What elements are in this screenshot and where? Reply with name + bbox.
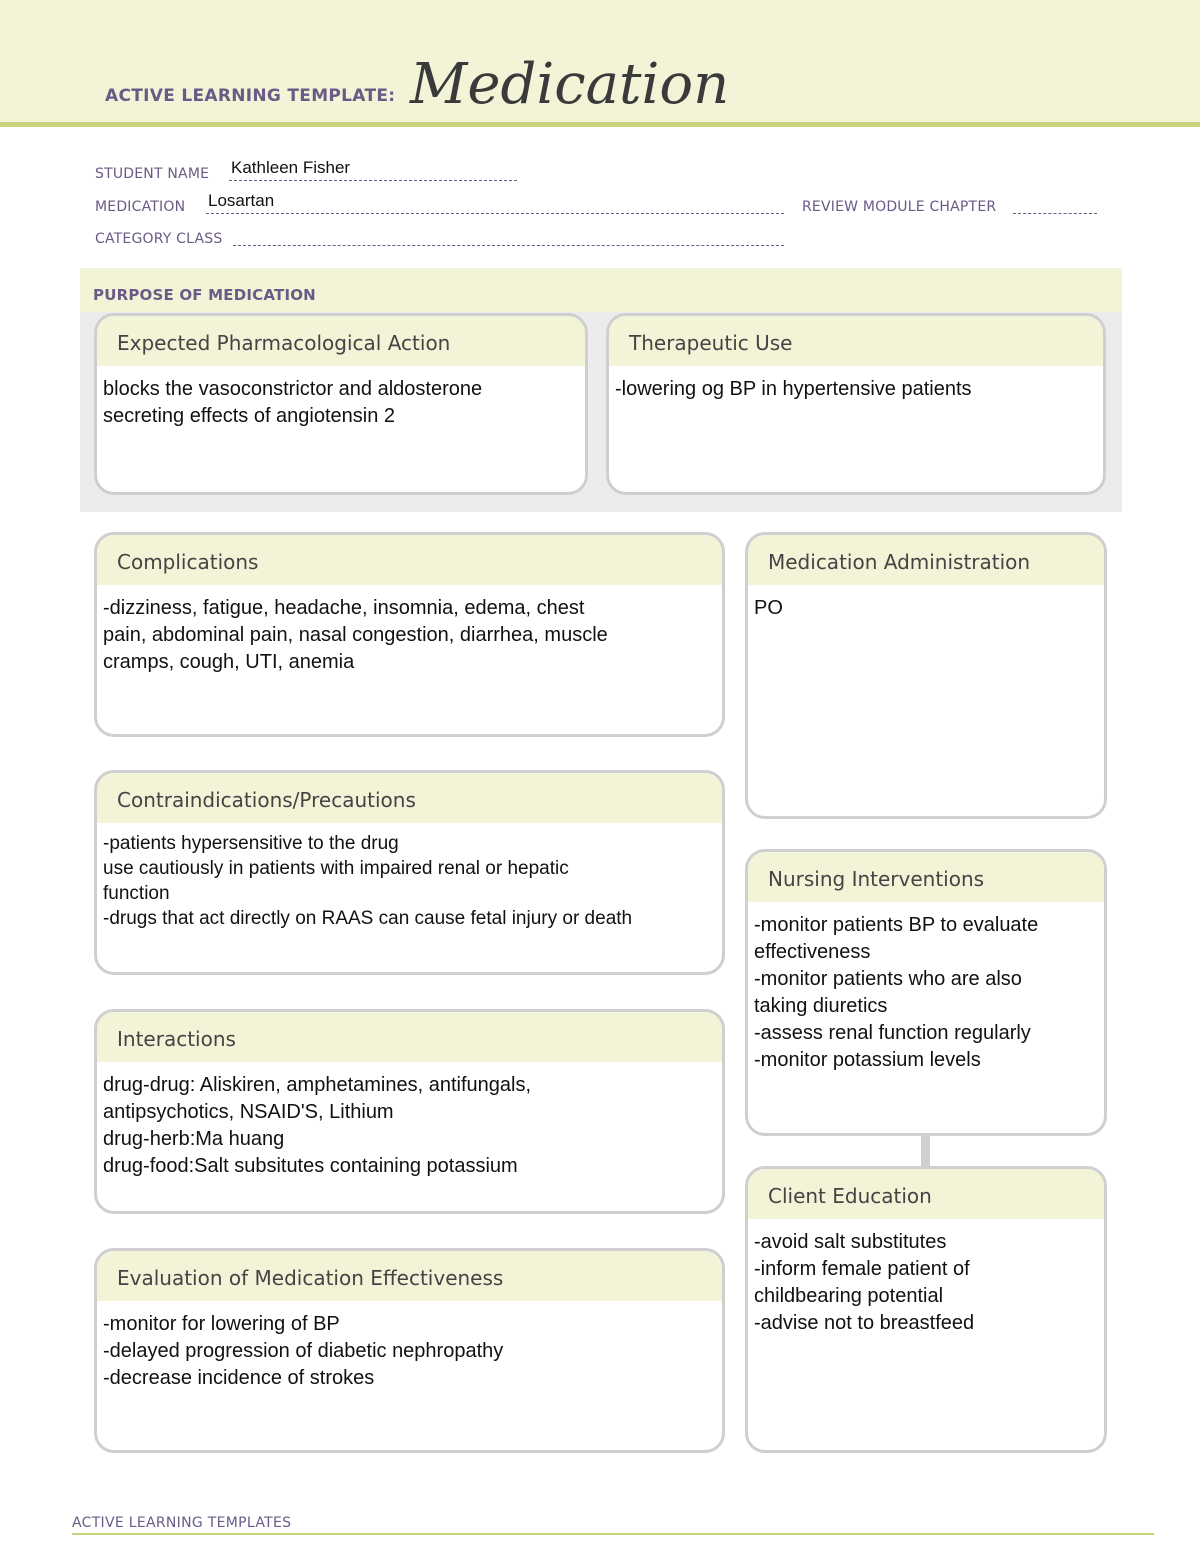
contraindications-box[interactable] — [94, 770, 725, 975]
interactions-title: Interactions — [97, 1012, 722, 1062]
footer-rule — [72, 1533, 1154, 1535]
student-name-line — [229, 180, 517, 181]
review-module-label: REVIEW MODULE CHAPTER — [802, 199, 997, 215]
evaluation-text: -monitor for lowering of BP -delayed progression of diabetic nephropathy -decrease incidence of strokes — [103, 1313, 504, 1389]
therapeutic-use-title: Therapeutic Use — [609, 316, 1103, 366]
complications-title: Complications — [97, 535, 722, 585]
client-education-text: -avoid salt substitutes -inform female patient of childbearing potential -advise not to breastfeed — [754, 1231, 975, 1334]
category-class-field[interactable] — [233, 245, 784, 246]
student-name-field[interactable]: Kathleen Fisher — [231, 158, 351, 177]
evaluation-box[interactable] — [94, 1248, 725, 1453]
expected-action-text: blocks the vasoconstrictor and aldosterone secreting effects of angiotensin 2 — [103, 378, 483, 427]
therapeutic-use-box[interactable] — [606, 313, 1106, 495]
evaluation-title: Evaluation of Medication Effectiveness — [97, 1251, 722, 1301]
interactions-box[interactable] — [94, 1009, 725, 1214]
administration-text: PO — [754, 597, 783, 619]
template-label: ACTIVE LEARNING TEMPLATE: — [105, 86, 396, 106]
header-rule — [0, 122, 1200, 127]
administration-box[interactable] — [745, 532, 1107, 819]
nursing-interventions-title: Nursing Interventions — [748, 852, 1104, 902]
administration-title: Medication Administration — [748, 535, 1104, 585]
nursing-interventions-text: -monitor patients BP to evaluate effectiveness -monitor patients who are also taking diuretics -assess renal function regularly -monitor potassium levels — [754, 914, 1039, 1071]
client-education-title: Client Education — [748, 1169, 1104, 1219]
interactions-text: drug-drug: Aliskiren, amphetamines, antifungals, antipsychotics, NSAID'S, Lithium drug-herb:Ma huang drug-food:Salt subsitutes containing potassium — [103, 1074, 532, 1177]
purpose-label: PURPOSE OF MEDICATION — [93, 286, 316, 304]
client-education-box[interactable] — [745, 1166, 1107, 1453]
page-title: Medication — [410, 52, 730, 117]
student-name-label: STUDENT NAME — [95, 166, 210, 182]
complications-box[interactable] — [94, 532, 725, 737]
contraindications-title: Contraindications/Precautions — [97, 773, 722, 823]
connector-bar — [921, 1135, 930, 1167]
footer-text: ACTIVE LEARNING TEMPLATES — [72, 1515, 292, 1531]
contraindications-text: -patients hypersensitive to the drug use cautiously in patients with impaired renal or hepatic function -drugs that act directly on RAAS can cause fetal injury or death — [103, 833, 633, 929]
review-module-field[interactable] — [1013, 213, 1097, 214]
medication-field[interactable]: Losartan — [208, 191, 275, 210]
medication-line — [206, 213, 784, 214]
expected-action-title: Expected Pharmacological Action — [97, 316, 585, 366]
therapeutic-use-text: -lowering og BP in hypertensive patients — [615, 378, 972, 400]
nursing-interventions-box[interactable] — [745, 849, 1107, 1136]
category-class-label: CATEGORY CLASS — [95, 231, 223, 247]
expected-action-box[interactable] — [94, 313, 588, 495]
medication-label: MEDICATION — [95, 199, 186, 215]
complications-text: -dizziness, fatigue, headache, insomnia, edema, chest pain, abdominal pain, nasal congestion, diarrhea, muscle cramps, cough, UTI, anemia — [103, 597, 608, 673]
